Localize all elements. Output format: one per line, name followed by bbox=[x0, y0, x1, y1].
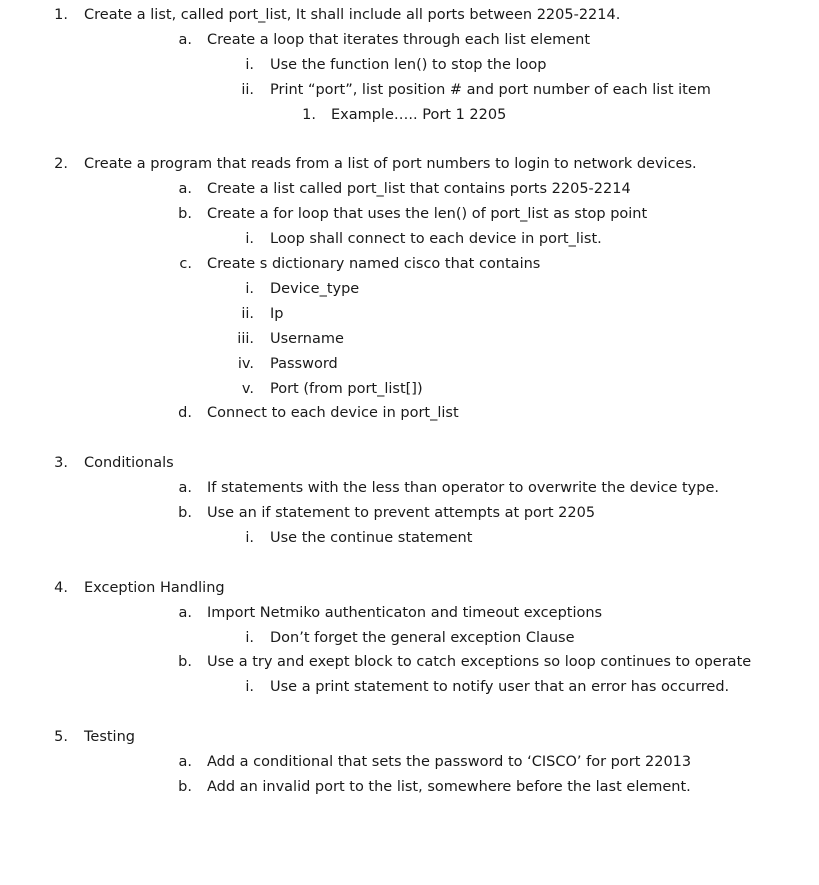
list-item-text: Exception Handling bbox=[84, 579, 225, 596]
list-marker: 3. bbox=[54, 455, 68, 472]
list-item-text: Use the continue statement bbox=[270, 529, 473, 546]
list-marker: a. bbox=[178, 480, 192, 497]
list-marker: 5. bbox=[54, 729, 68, 746]
list-marker: a. bbox=[178, 31, 192, 48]
list-item-text: Create a list, called port_list, It shall include all ports between 2205-2214. bbox=[84, 7, 621, 23]
list-item-text: Connect to each device in port_list bbox=[207, 405, 459, 422]
list-item-text: Conditionals bbox=[84, 455, 174, 472]
list-item-text: Use a print statement to notify user that an error has occurred. bbox=[270, 679, 730, 696]
list-item-text: Create a list called port_list that contains ports 2205-2214 bbox=[207, 181, 631, 198]
list-marker: a. bbox=[178, 604, 192, 621]
list-item-text: Create a for loop that uses the len() of port_list as stop point bbox=[207, 206, 648, 223]
list-marker: 2. bbox=[54, 156, 68, 173]
list-marker: i. bbox=[245, 679, 254, 696]
list-marker: b. bbox=[178, 206, 192, 223]
list-item-text: Port (from port_list[]) bbox=[270, 380, 423, 397]
list-item-text: Testing bbox=[84, 729, 135, 746]
list-item-text: Use an if statement to prevent attempts at port 2205 bbox=[207, 505, 596, 521]
list-item-text: Username bbox=[270, 330, 344, 347]
list-marker: i. bbox=[245, 629, 254, 646]
list-marker: i. bbox=[245, 231, 254, 248]
list-marker: b. bbox=[178, 505, 192, 521]
list-item-text: Don’t forget the general exception Clause bbox=[270, 629, 575, 646]
list-item-text: Create a program that reads from a list of port numbers to login to network devices. bbox=[84, 156, 697, 173]
list-marker: 1. bbox=[54, 7, 68, 23]
list-item-text: Print “port”, list position # and port number of each list item bbox=[270, 81, 711, 98]
list-marker: i. bbox=[245, 56, 254, 73]
list-marker: ii. bbox=[241, 305, 254, 322]
list-marker: a. bbox=[178, 181, 192, 198]
list-marker: v. bbox=[241, 380, 254, 397]
list-item-text: Loop shall connect to each device in port_list. bbox=[270, 231, 602, 248]
list-item-text: Device_type bbox=[270, 280, 360, 297]
list-item-text: Import Netmiko authenticaton and timeout exceptions bbox=[207, 604, 603, 621]
list-item-text: Use a try and exept block to catch exceptions so loop continues to operate bbox=[207, 654, 752, 671]
list-item-text: Example….. Port 1 2205 bbox=[331, 106, 507, 123]
list-item-text: Add a conditional that sets the password to ‘CISCO’ for port 22013 bbox=[207, 754, 692, 770]
list-marker: 4. bbox=[54, 579, 68, 596]
list-item-text: Use the function len() to stop the loop bbox=[270, 56, 547, 73]
list-marker: b. bbox=[178, 778, 192, 795]
list-marker: iv. bbox=[237, 355, 254, 372]
list-item-text: Create s dictionary named cisco that contains bbox=[207, 256, 541, 272]
list-marker: 1. bbox=[302, 106, 316, 123]
list-item-text: If statements with the less than operator to overwrite the device type. bbox=[207, 480, 719, 497]
list-marker: c. bbox=[179, 256, 192, 272]
list-item-text: Create a loop that iterates through each list element bbox=[207, 31, 591, 48]
list-marker: iii. bbox=[237, 330, 254, 347]
list-marker: b. bbox=[178, 654, 192, 671]
list-item-text: Ip bbox=[270, 305, 284, 322]
list-marker: d. bbox=[178, 405, 192, 422]
list-marker: i. bbox=[245, 280, 254, 297]
list-item-text: Password bbox=[270, 355, 338, 372]
list-item-text: Add an invalid port to the list, somewhere before the last element. bbox=[207, 778, 691, 795]
list-marker: a. bbox=[178, 754, 192, 770]
list-marker: i. bbox=[245, 529, 254, 546]
list-marker: ii. bbox=[241, 81, 254, 98]
